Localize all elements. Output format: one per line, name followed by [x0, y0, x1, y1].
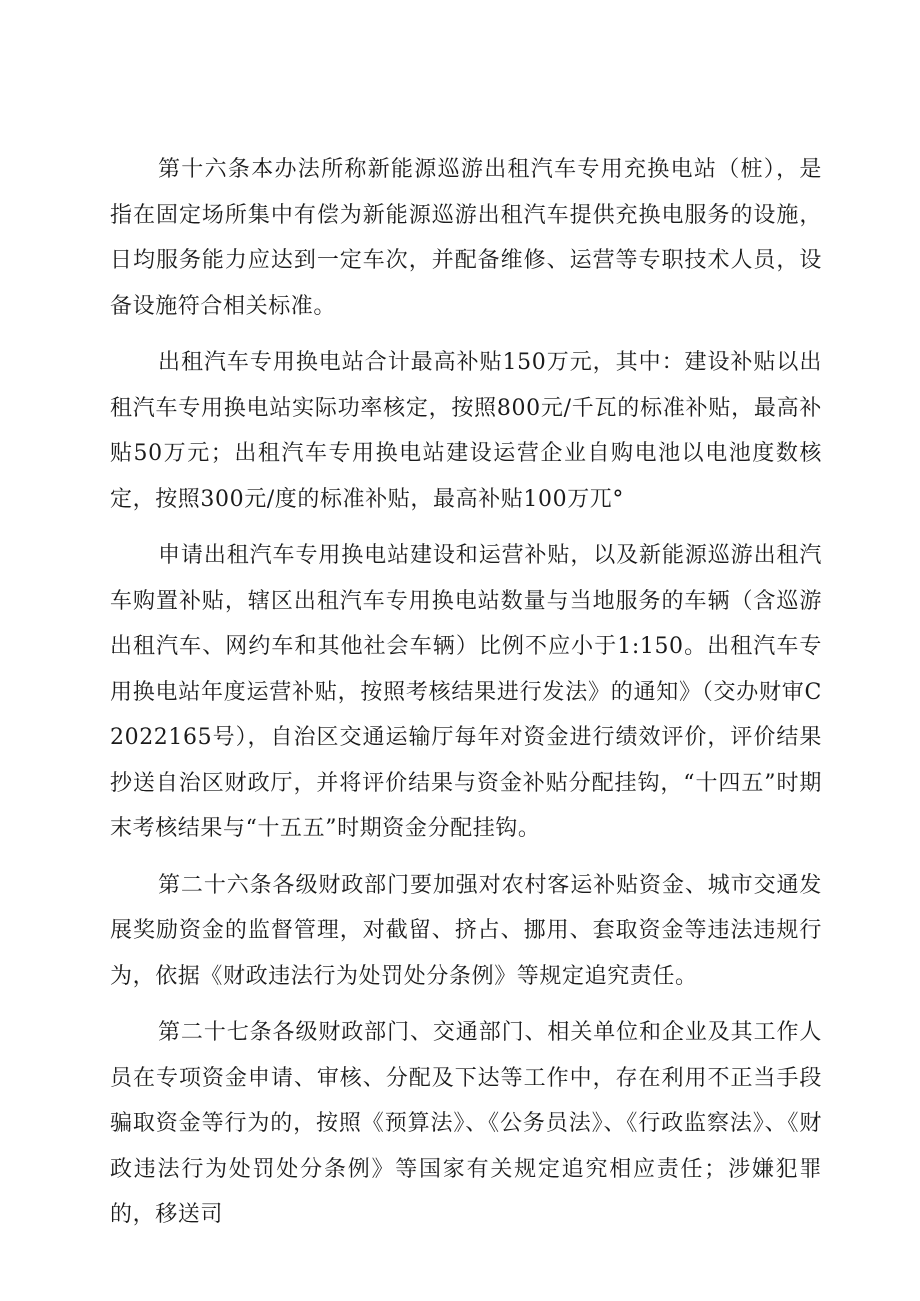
paragraph-article-26: 第二十六条各级财政部门要加强对农村客运补贴资金、城市交通发展奖励资金的监督管理，对截留、挤占、挪用、套取资金等违法违规行为，依据《财政违法行为处罚处分条例》等规定追究责任。 [110, 872, 822, 989]
paragraph-subsidy-application: 申请出租汽车专用换电站建设和运营补贴，以及新能源巡游出租汽车购置补贴，辖区出租汽车专用换电站数量与当地服务的车辆（含巡游出租汽车、网约车和其他社会车辆）比例不应小于1:150。出租汽车专用换电站年度运营补贴，按照考核结果进行发法》的通知》（交办财审C2022165号），自治区交通运输厅每年对资金进行绩效评价，评价结果抄送自治区财政厅，并将评价结果与资金补贴分配挂钩，“十四五”时期末考核结果与“十五五”时期资金分配挂钩。 [110, 543, 822, 841]
document-body [110, 147, 822, 1249]
paragraph-article-27: 第二十七条各级财政部门、交通部门、相关单位和企业及其工作人员在专项资金申请、审核、分配及下达等工作中，存在利用不正当手段骗取资金等行为的，按照《预算法》、《公务员法》、《行政监察法》、《财政违法行为处罚处分条例》等国家有关规定追究相应责任；涉嫌犯罪的，移送司 [110, 1020, 822, 1227]
paragraph-article-16: 第十六条本办法所称新能源巡游出租汽车专用充换电站（桩），是指在固定场所集中有偿为新能源巡游出租汽车提供充换电服务的设施，日均服务能力应达到一定车次，并配备维修、运营等专职技术人员，设备设施符合相关标准。 [110, 157, 822, 319]
paragraph-subsidy-amounts: 出租汽车专用换电站合计最高补贴150万元，其中：建设补贴以出租汽车专用换电站实际功率核定，按照800元/千瓦的标准补贴，最高补贴50万元；出租汽车专用换电站建设运营企业自购电池以电池度数核定，按照300元/度的标准补贴，最高补贴100万兀° [110, 350, 822, 512]
